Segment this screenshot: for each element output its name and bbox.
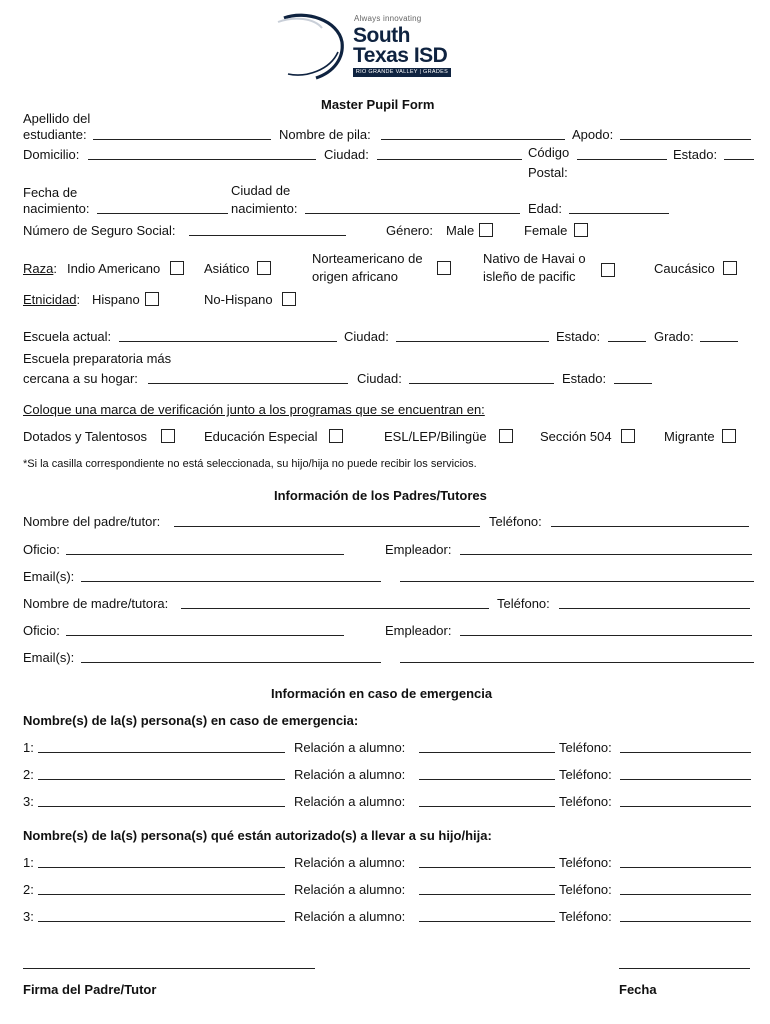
authorized-phone-label: Teléfono: — [559, 855, 612, 870]
birth-city-label-1: Ciudad de — [231, 183, 291, 198]
last-name-label-1: Apellido del — [23, 111, 91, 126]
parents-heading: Información de los Padres/Tutores — [274, 488, 487, 503]
authorized-phone-label: Teléfono: — [559, 882, 612, 897]
first-name-label: Nombre de pila: — [279, 127, 371, 142]
special-ed-checkbox[interactable] — [329, 429, 343, 443]
female-label: Female — [524, 223, 568, 238]
logo-tagline: Always innovating — [354, 14, 422, 23]
authorized-relation-field[interactable] — [419, 921, 555, 922]
address-label: Domicilio: — [23, 147, 80, 162]
hawaiian-label-1: Nativo de Havai o — [483, 251, 586, 266]
authorized-phone-field[interactable] — [620, 894, 751, 895]
authorized-row-num: 2: — [23, 882, 34, 897]
programs-instruction: Coloque una marca de verificación junto a los programas que se encuentran en: — [23, 402, 485, 417]
birth-date-field[interactable] — [97, 213, 228, 214]
father-phone-label: Teléfono: — [489, 514, 542, 529]
father-occupation-label: Oficio: — [23, 542, 60, 557]
african-american-checkbox[interactable] — [437, 261, 451, 275]
emergency-heading: Información en caso de emergencia — [271, 686, 493, 701]
emergency-row-num: 3: — [23, 794, 34, 809]
authorized-relation-field[interactable] — [419, 894, 555, 895]
emergency-row-num: 2: — [23, 767, 34, 782]
programs-note: *Si la casilla correspondiente no está seleccionada, su hijo/hija no puede recibir los servicios. — [23, 458, 477, 470]
nickname-label: Apodo: — [572, 127, 614, 142]
male-checkbox[interactable] — [479, 223, 493, 237]
form-title: Master Pupil Form — [321, 97, 435, 112]
prep-state-field[interactable] — [614, 383, 652, 384]
date-field[interactable] — [619, 968, 750, 969]
emergency-relation-field[interactable] — [419, 806, 555, 807]
father-occupation-field[interactable] — [66, 554, 344, 555]
authorized-relation-label: Relación a alumno: — [294, 882, 406, 897]
school-logo — [276, 12, 486, 82]
mother-occupation-field[interactable] — [66, 635, 344, 636]
native-american-label: Indio Americano — [67, 261, 161, 276]
prep-school-field[interactable] — [148, 383, 348, 384]
hawaiian-checkbox[interactable] — [601, 263, 615, 277]
mother-emails-label: Email(s): — [23, 650, 75, 665]
authorized-name-field[interactable] — [38, 921, 285, 922]
emergency-relation-field[interactable] — [419, 752, 555, 753]
emergency-phone-field[interactable] — [620, 779, 751, 780]
african-american-label-2: origen africano — [312, 269, 398, 284]
prep-city-label: Ciudad: — [357, 371, 402, 386]
city-field[interactable] — [377, 159, 522, 160]
school-state-field[interactable] — [608, 341, 646, 342]
authorized-subheading: Nombre(s) de la(s) persona(s) qué están autorizado(s) a llevar a su hijo/hija: — [23, 828, 492, 843]
caucasian-label: Caucásico — [654, 261, 715, 276]
mother-employer-field[interactable] — [460, 635, 752, 636]
prep-city-field[interactable] — [409, 383, 554, 384]
father-emails-label: Email(s): — [23, 569, 75, 584]
nickname-field[interactable] — [620, 139, 751, 140]
ssn-label: Número de Seguro Social: — [23, 223, 176, 238]
school-city-field[interactable] — [396, 341, 549, 342]
emergency-phone-field[interactable] — [620, 806, 751, 807]
authorized-relation-field[interactable] — [419, 867, 555, 868]
authorized-phone-field[interactable] — [620, 867, 751, 868]
mother-email-field-2[interactable] — [400, 662, 754, 663]
prep-state-label: Estado: — [562, 371, 607, 386]
father-name-field[interactable] — [174, 526, 480, 527]
city-label: Ciudad: — [324, 147, 369, 162]
grade-field[interactable] — [700, 341, 738, 342]
prep-school-label-1: Escuela preparatoria más — [23, 351, 172, 366]
current-school-field[interactable] — [119, 341, 337, 342]
migrant-checkbox[interactable] — [722, 429, 736, 443]
hispanic-checkbox[interactable] — [145, 292, 159, 306]
logo-line-2: Texas ISD — [353, 44, 448, 67]
mother-phone-label: Teléfono: — [497, 596, 550, 611]
emergency-row-num: 1: — [23, 740, 34, 755]
prep-school-label-2: cercana a su hogar: — [23, 371, 138, 386]
authorized-row-num: 1: — [23, 855, 34, 870]
address-field[interactable] — [88, 159, 316, 160]
first-name-field[interactable] — [381, 139, 565, 140]
authorized-row-num: 3: — [23, 909, 34, 924]
mother-employer-label: Empleador: — [385, 623, 452, 638]
grade-label: Grado: — [654, 329, 694, 344]
birth-city-label-2: nacimiento: — [231, 201, 298, 216]
last-name-field[interactable] — [93, 139, 271, 140]
father-email-field-1[interactable] — [81, 581, 381, 582]
mother-name-label: Nombre de madre/tutora: — [23, 596, 169, 611]
caucasian-checkbox[interactable] — [723, 261, 737, 275]
birth-city-field[interactable] — [305, 213, 520, 214]
father-employer-field[interactable] — [460, 554, 752, 555]
gifted-checkbox[interactable] — [161, 429, 175, 443]
race-label: Raza: — [23, 261, 57, 276]
emergency-subheading: Nombre(s) de la(s) persona(s) en caso de emergencia: — [23, 713, 359, 728]
emergency-phone-field[interactable] — [620, 752, 751, 753]
gifted-label: Dotados y Talentosos — [23, 429, 148, 444]
age-label: Edad: — [528, 201, 562, 216]
age-field[interactable] — [569, 213, 669, 214]
school-state-label: Estado: — [556, 329, 601, 344]
authorized-name-field[interactable] — [38, 867, 285, 868]
ethnicity-label: Etnicidad: — [23, 292, 81, 307]
authorized-name-field[interactable] — [38, 894, 285, 895]
migrant-label: Migrante — [664, 429, 715, 444]
father-email-field-2[interactable] — [400, 581, 754, 582]
mother-occupation-label: Oficio: — [23, 623, 60, 638]
parent-signature-label: Firma del Padre/Tutor — [23, 982, 157, 997]
gender-label: Género: — [386, 223, 433, 238]
male-label: Male — [446, 223, 475, 238]
postal-field[interactable] — [577, 159, 667, 160]
emergency-relation-label: Relación a alumno: — [294, 740, 406, 755]
hispanic-label: Hispano — [92, 292, 140, 307]
emergency-relation-field[interactable] — [419, 779, 555, 780]
esl-checkbox[interactable] — [499, 429, 513, 443]
emergency-name-field[interactable] — [38, 806, 285, 807]
logo-subline: RIO GRANDE VALLEY | GRADES 6-16 — [353, 68, 451, 77]
asian-checkbox[interactable] — [257, 261, 271, 275]
birth-date-label-1: Fecha de — [23, 185, 78, 200]
emergency-relation-label: Relación a alumno: — [294, 767, 406, 782]
african-american-label-1: Norteamericano de — [312, 251, 423, 266]
birth-date-label-2: nacimiento: — [23, 201, 90, 216]
date-label: Fecha — [619, 982, 657, 997]
authorized-relation-label: Relación a alumno: — [294, 855, 406, 870]
swoosh-logo-icon — [276, 12, 354, 82]
state-field[interactable] — [724, 159, 754, 160]
asian-label: Asiático — [204, 261, 250, 276]
parent-signature-field[interactable] — [23, 968, 315, 969]
father-phone-field[interactable] — [551, 526, 749, 527]
postal-label-1: Código — [528, 145, 570, 160]
authorized-phone-label: Teléfono: — [559, 909, 612, 924]
section504-checkbox[interactable] — [621, 429, 635, 443]
state-label: Estado: — [673, 147, 718, 162]
non-hispanic-label: No-Hispano — [204, 292, 273, 307]
female-checkbox[interactable] — [574, 223, 588, 237]
school-city-label: Ciudad: — [344, 329, 389, 344]
emergency-name-field[interactable] — [38, 779, 285, 780]
authorized-phone-field[interactable] — [620, 921, 751, 922]
authorized-relation-label: Relación a alumno: — [294, 909, 406, 924]
emergency-phone-label: Teléfono: — [559, 767, 612, 782]
emergency-phone-label: Teléfono: — [559, 740, 612, 755]
non-hispanic-checkbox[interactable] — [282, 292, 296, 306]
mother-phone-field[interactable] — [559, 608, 750, 609]
special-ed-label: Educación Especial — [204, 429, 318, 444]
logo-line-1: South — [353, 24, 410, 47]
last-name-label-2: estudiante: — [23, 127, 87, 142]
current-school-label: Escuela actual: — [23, 329, 112, 344]
section504-label: Sección 504 — [540, 429, 612, 444]
hawaiian-label-2: isleño de pacific — [483, 269, 576, 284]
esl-label: ESL/LEP/Bilingüe — [384, 429, 487, 444]
mother-email-field-1[interactable] — [81, 662, 381, 663]
mother-name-field[interactable] — [181, 608, 489, 609]
father-name-label: Nombre del padre/tutor: — [23, 514, 161, 529]
emergency-phone-label: Teléfono: — [559, 794, 612, 809]
emergency-name-field[interactable] — [38, 752, 285, 753]
postal-label-2: Postal: — [528, 165, 568, 180]
native-american-checkbox[interactable] — [170, 261, 184, 275]
emergency-relation-label: Relación a alumno: — [294, 794, 406, 809]
ssn-field[interactable] — [189, 235, 346, 236]
father-employer-label: Empleador: — [385, 542, 452, 557]
